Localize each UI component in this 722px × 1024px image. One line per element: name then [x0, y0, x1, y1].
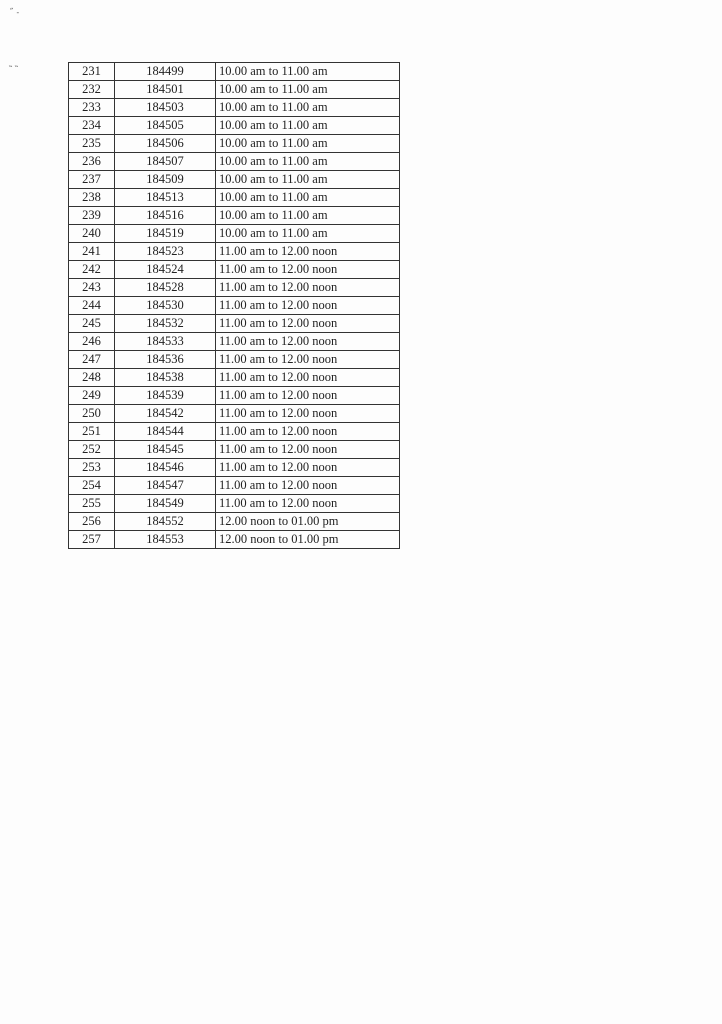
serial-number-cell: 234: [69, 117, 115, 135]
serial-number-cell: 242: [69, 261, 115, 279]
serial-number-cell: 239: [69, 207, 115, 225]
table-row: [69, 495, 400, 513]
time-slot-cell: 10.00 am to 11.00 am: [216, 117, 400, 135]
roll-number-cell: 184538: [115, 369, 216, 387]
table-row: [69, 369, 400, 387]
roll-number-cell: 184499: [115, 63, 216, 81]
table-row: [69, 117, 400, 135]
time-slot-cell: 11.00 am to 12.00 noon: [216, 441, 400, 459]
serial-number-cell: 236: [69, 153, 115, 171]
table-row: [69, 297, 400, 315]
scan-mark: ˝ ˗: [9, 8, 20, 18]
roll-number-cell: 184552: [115, 513, 216, 531]
roll-number-cell: 184549: [115, 495, 216, 513]
serial-number-cell: 241: [69, 243, 115, 261]
table-row: [69, 135, 400, 153]
table-row: [69, 315, 400, 333]
serial-number-cell: 232: [69, 81, 115, 99]
table-row: [69, 243, 400, 261]
time-slot-cell: 12.00 noon to 01.00 pm: [216, 531, 400, 549]
time-slot-cell: 10.00 am to 11.00 am: [216, 207, 400, 225]
serial-number-cell: 246: [69, 333, 115, 351]
table-row: [69, 63, 400, 81]
table-row: [69, 171, 400, 189]
serial-number-cell: 233: [69, 99, 115, 117]
table-row: [69, 387, 400, 405]
roll-number-cell: 184544: [115, 423, 216, 441]
table-row: [69, 207, 400, 225]
roll-number-cell: 184505: [115, 117, 216, 135]
serial-number-cell: 249: [69, 387, 115, 405]
serial-number-cell: 243: [69, 279, 115, 297]
time-slot-cell: 11.00 am to 12.00 noon: [216, 279, 400, 297]
table-row: [69, 279, 400, 297]
time-slot-cell: 11.00 am to 12.00 noon: [216, 369, 400, 387]
roll-number-cell: 184528: [115, 279, 216, 297]
time-slot-cell: 10.00 am to 11.00 am: [216, 225, 400, 243]
serial-number-cell: 248: [69, 369, 115, 387]
time-slot-cell: 11.00 am to 12.00 noon: [216, 297, 400, 315]
roll-number-cell: 184542: [115, 405, 216, 423]
schedule-table-body: [69, 63, 400, 549]
table-row: [69, 189, 400, 207]
serial-number-cell: 257: [69, 531, 115, 549]
table-row: [69, 477, 400, 495]
serial-number-cell: 250: [69, 405, 115, 423]
roll-number-cell: 184516: [115, 207, 216, 225]
serial-number-cell: 231: [69, 63, 115, 81]
time-slot-cell: 11.00 am to 12.00 noon: [216, 315, 400, 333]
roll-number-cell: 184501: [115, 81, 216, 99]
table-row: [69, 531, 400, 549]
roll-number-cell: 184532: [115, 315, 216, 333]
time-slot-cell: 10.00 am to 11.00 am: [216, 189, 400, 207]
time-slot-cell: 11.00 am to 12.00 noon: [216, 243, 400, 261]
serial-number-cell: 238: [69, 189, 115, 207]
table-row: [69, 459, 400, 477]
time-slot-cell: 10.00 am to 11.00 am: [216, 135, 400, 153]
roll-number-cell: 184530: [115, 297, 216, 315]
roll-number-cell: 184506: [115, 135, 216, 153]
serial-number-cell: 245: [69, 315, 115, 333]
roll-number-cell: 184533: [115, 333, 216, 351]
time-slot-cell: 10.00 am to 11.00 am: [216, 171, 400, 189]
table-row: [69, 405, 400, 423]
roll-number-cell: 184503: [115, 99, 216, 117]
table-row: [69, 81, 400, 99]
time-slot-cell: 12.00 noon to 01.00 pm: [216, 513, 400, 531]
serial-number-cell: 247: [69, 351, 115, 369]
serial-number-cell: 256: [69, 513, 115, 531]
time-slot-cell: 11.00 am to 12.00 noon: [216, 423, 400, 441]
time-slot-cell: 11.00 am to 12.00 noon: [216, 351, 400, 369]
time-slot-cell: 11.00 am to 12.00 noon: [216, 459, 400, 477]
time-slot-cell: 11.00 am to 12.00 noon: [216, 387, 400, 405]
time-slot-cell: 11.00 am to 12.00 noon: [216, 261, 400, 279]
roll-number-cell: 184539: [115, 387, 216, 405]
serial-number-cell: 237: [69, 171, 115, 189]
table-row: [69, 423, 400, 441]
table-row: [69, 513, 400, 531]
schedule-table: [68, 62, 400, 549]
roll-number-cell: 184546: [115, 459, 216, 477]
time-slot-cell: 10.00 am to 11.00 am: [216, 63, 400, 81]
roll-number-cell: 184547: [115, 477, 216, 495]
serial-number-cell: 244: [69, 297, 115, 315]
time-slot-cell: 11.00 am to 12.00 noon: [216, 495, 400, 513]
serial-number-cell: 254: [69, 477, 115, 495]
table-row: [69, 99, 400, 117]
serial-number-cell: 255: [69, 495, 115, 513]
table-row: [69, 333, 400, 351]
time-slot-cell: 11.00 am to 12.00 noon: [216, 405, 400, 423]
serial-number-cell: 253: [69, 459, 115, 477]
roll-number-cell: 184507: [115, 153, 216, 171]
table-row: [69, 351, 400, 369]
time-slot-cell: 10.00 am to 11.00 am: [216, 99, 400, 117]
roll-number-cell: 184536: [115, 351, 216, 369]
roll-number-cell: 184523: [115, 243, 216, 261]
roll-number-cell: 184553: [115, 531, 216, 549]
scan-mark: ˵ ˵: [9, 61, 18, 71]
serial-number-cell: 251: [69, 423, 115, 441]
time-slot-cell: 10.00 am to 11.00 am: [216, 153, 400, 171]
table-row: [69, 261, 400, 279]
table-row: [69, 225, 400, 243]
roll-number-cell: 184509: [115, 171, 216, 189]
serial-number-cell: 235: [69, 135, 115, 153]
time-slot-cell: 11.00 am to 12.00 noon: [216, 477, 400, 495]
serial-number-cell: 240: [69, 225, 115, 243]
table-row: [69, 153, 400, 171]
time-slot-cell: 11.00 am to 12.00 noon: [216, 333, 400, 351]
time-slot-cell: 10.00 am to 11.00 am: [216, 81, 400, 99]
roll-number-cell: 184513: [115, 189, 216, 207]
roll-number-cell: 184524: [115, 261, 216, 279]
table-row: [69, 441, 400, 459]
serial-number-cell: 252: [69, 441, 115, 459]
roll-number-cell: 184545: [115, 441, 216, 459]
roll-number-cell: 184519: [115, 225, 216, 243]
